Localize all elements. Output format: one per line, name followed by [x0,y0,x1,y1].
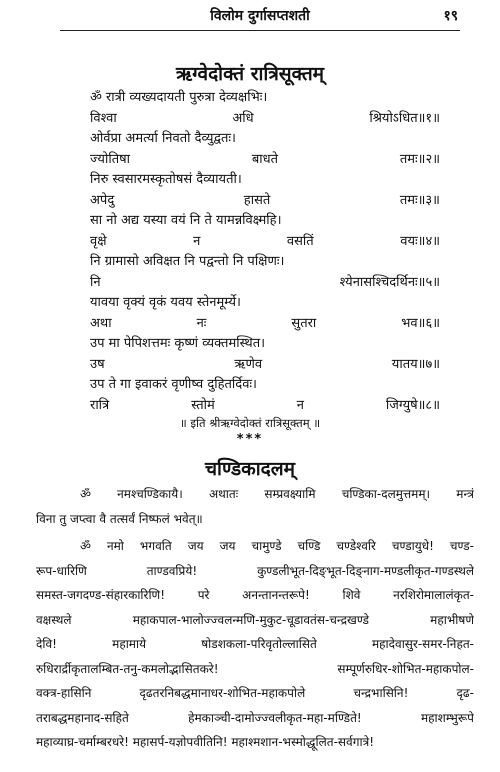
prose-text: ॐ नमो भगवति जय जय चामुण्डे चण्डि चण्डेश्वरि चण्डायुधे! चण्ड- [80,539,474,553]
verse-word: सुतरा [291,315,317,331]
prose-line [36,559,474,584]
verse-word: यावया वृक्यं वृकं यवय स्तेनमूर्म्ये। [90,295,241,310]
verse-word: अथा [90,315,112,331]
page-number: १९ [443,8,458,24]
verse-word: स्तोमं [191,397,215,413]
verse-word: विश्वा [90,110,117,126]
verse-word: ॐ रात्री व्यख्यदायती पुरुत्रा देव्यक्षभिः। [90,90,268,105]
prose-text: ॐ नमश्चण्डिकायै। अथातः सम्प्रवक्ष्यामि चण्डिका-दलमुत्तमम्। मन्त्रं [80,487,474,501]
verse-line [90,395,440,419]
prose-text: वक्त्र-हासिनि दृढतरनिबद्धमानाधर-शोभित-महाकपोले चन्द्रभासिनि! दृढ- [36,686,474,700]
section-heading-ratri-suktam: ऋग्वेदोक्तं रात्रिसूक्तम् [175,63,325,85]
running-title: विलोम दुर्गासप्तशती [210,8,310,24]
verse-word: बाधते [251,151,279,167]
verse-word: ऋणेव [234,356,263,372]
verse-word: अपेदु [90,192,115,208]
verse-word: न [193,233,201,249]
prose-line [80,534,474,559]
verse-word: जिग्युषे॥८॥ [385,397,440,413]
verse-word: उप ते गा इवाकरं वृणीष्व दुहितर्दिवः। [90,377,257,392]
verse-word: नि [90,274,101,290]
running-header [60,4,460,31]
verse-word: यातय॥७॥ [391,356,440,372]
verse-word: वयः॥४॥ [400,233,440,249]
prose-text: समस्त-जगदण्ड-संहारकारिणि! परे अनन्तानन्तरूपे! शिवे नरशिरोमालालंकृत- [36,588,474,602]
prose-line [36,706,474,731]
verse-word: वसतिं [286,233,314,249]
prose-text: महाव्याघ्र-चर्माम्बरधरे! महासर्प-यज्ञोपवीतिनि! महाश्मशान-भस्मोद्धूलित-सर्वगात्रे! [36,735,375,749]
prose-text: देवि! महामाये षोडशकला-परिवृतोल्लासिते महादेवासुर-समर-निहत- [36,637,474,651]
verse-word: अधि [232,110,254,126]
verse-word: श्येनासश्चिदर्थिनः॥५॥ [339,274,440,290]
verse-word: न [296,397,304,413]
prose-line [36,632,474,657]
verse-word: तमः॥२॥ [399,151,440,167]
section-separator: *** [236,432,264,447]
prose-line [36,608,474,633]
verse-word: उष [90,356,105,372]
prose-line [36,681,474,706]
prose-text: रुधिरार्द्रीकृतालम्बित-तनु-कमलोद्भासितकरे! सम्पूर्णरुधिर-शोभित-महाकपोल- [36,662,474,676]
section-heading-chandika-dalam: चण्डिकादलम् [204,458,296,480]
prose-line [36,583,474,608]
prose-line [36,507,474,532]
verse-word: रात्रि [90,397,110,413]
prose-text: वक्षस्थले महाकपाल-भालोज्ज्वलन्मणि-मुकुट-चूडावतंस-चन्द्रखण्डे महाभीषणे [36,613,474,627]
verse-word: श्रियोऽधित॥१॥ [369,110,440,126]
colophon: ॥ इति श्रीऋग्वेदोक्तं रात्रिसूक्तम् ॥ [179,416,321,430]
verse-word: हासते [243,192,271,208]
verse-word: वृक्षे [90,233,107,249]
verse-word: उप मा पेपिशत्तमः कृष्णं व्यक्तमस्थित। [90,336,266,351]
verse-word: निरु स्वसारमस्कृतोषसं दैव्यायती। [90,172,242,187]
prose-text: विना तु जप्त्वा वै तत्सर्वं निष्फलं भवेत्॥ [36,512,203,526]
prose-text: तराबद्धमहानाद-सहिते हेमकाञ्ची-दामोज्ज्वलीकृत-महा-मण्डिते! महाशम्भुरूपे [36,711,474,725]
verse-word: ओर्वप्रा अमर्त्या निवतो दैव्युद्वतः। [90,131,236,146]
prose-text: रूप-धारिणि ताण्डवप्रिये! कुण्डलीभूत-दिङ्भूत-दिङ्नाग-मण्डलीकृत-गण्डस्थले [36,564,474,578]
verse-word: नः [196,315,207,331]
verse-word: नि ग्रामासो अविक्षत नि पद्वन्तो नि पक्षिणः। [90,254,285,269]
prose-line [36,657,474,682]
verse-word: भव॥६॥ [401,315,440,331]
prose-line [80,482,474,507]
verse-word: सा नो अद्य यस्या वयं नि ते यामन्नविक्ष्महि। [90,213,282,228]
prose-line [36,730,474,755]
verse-word: तमः॥३॥ [399,192,440,208]
verse-word: ज्योतिषा [90,151,131,167]
